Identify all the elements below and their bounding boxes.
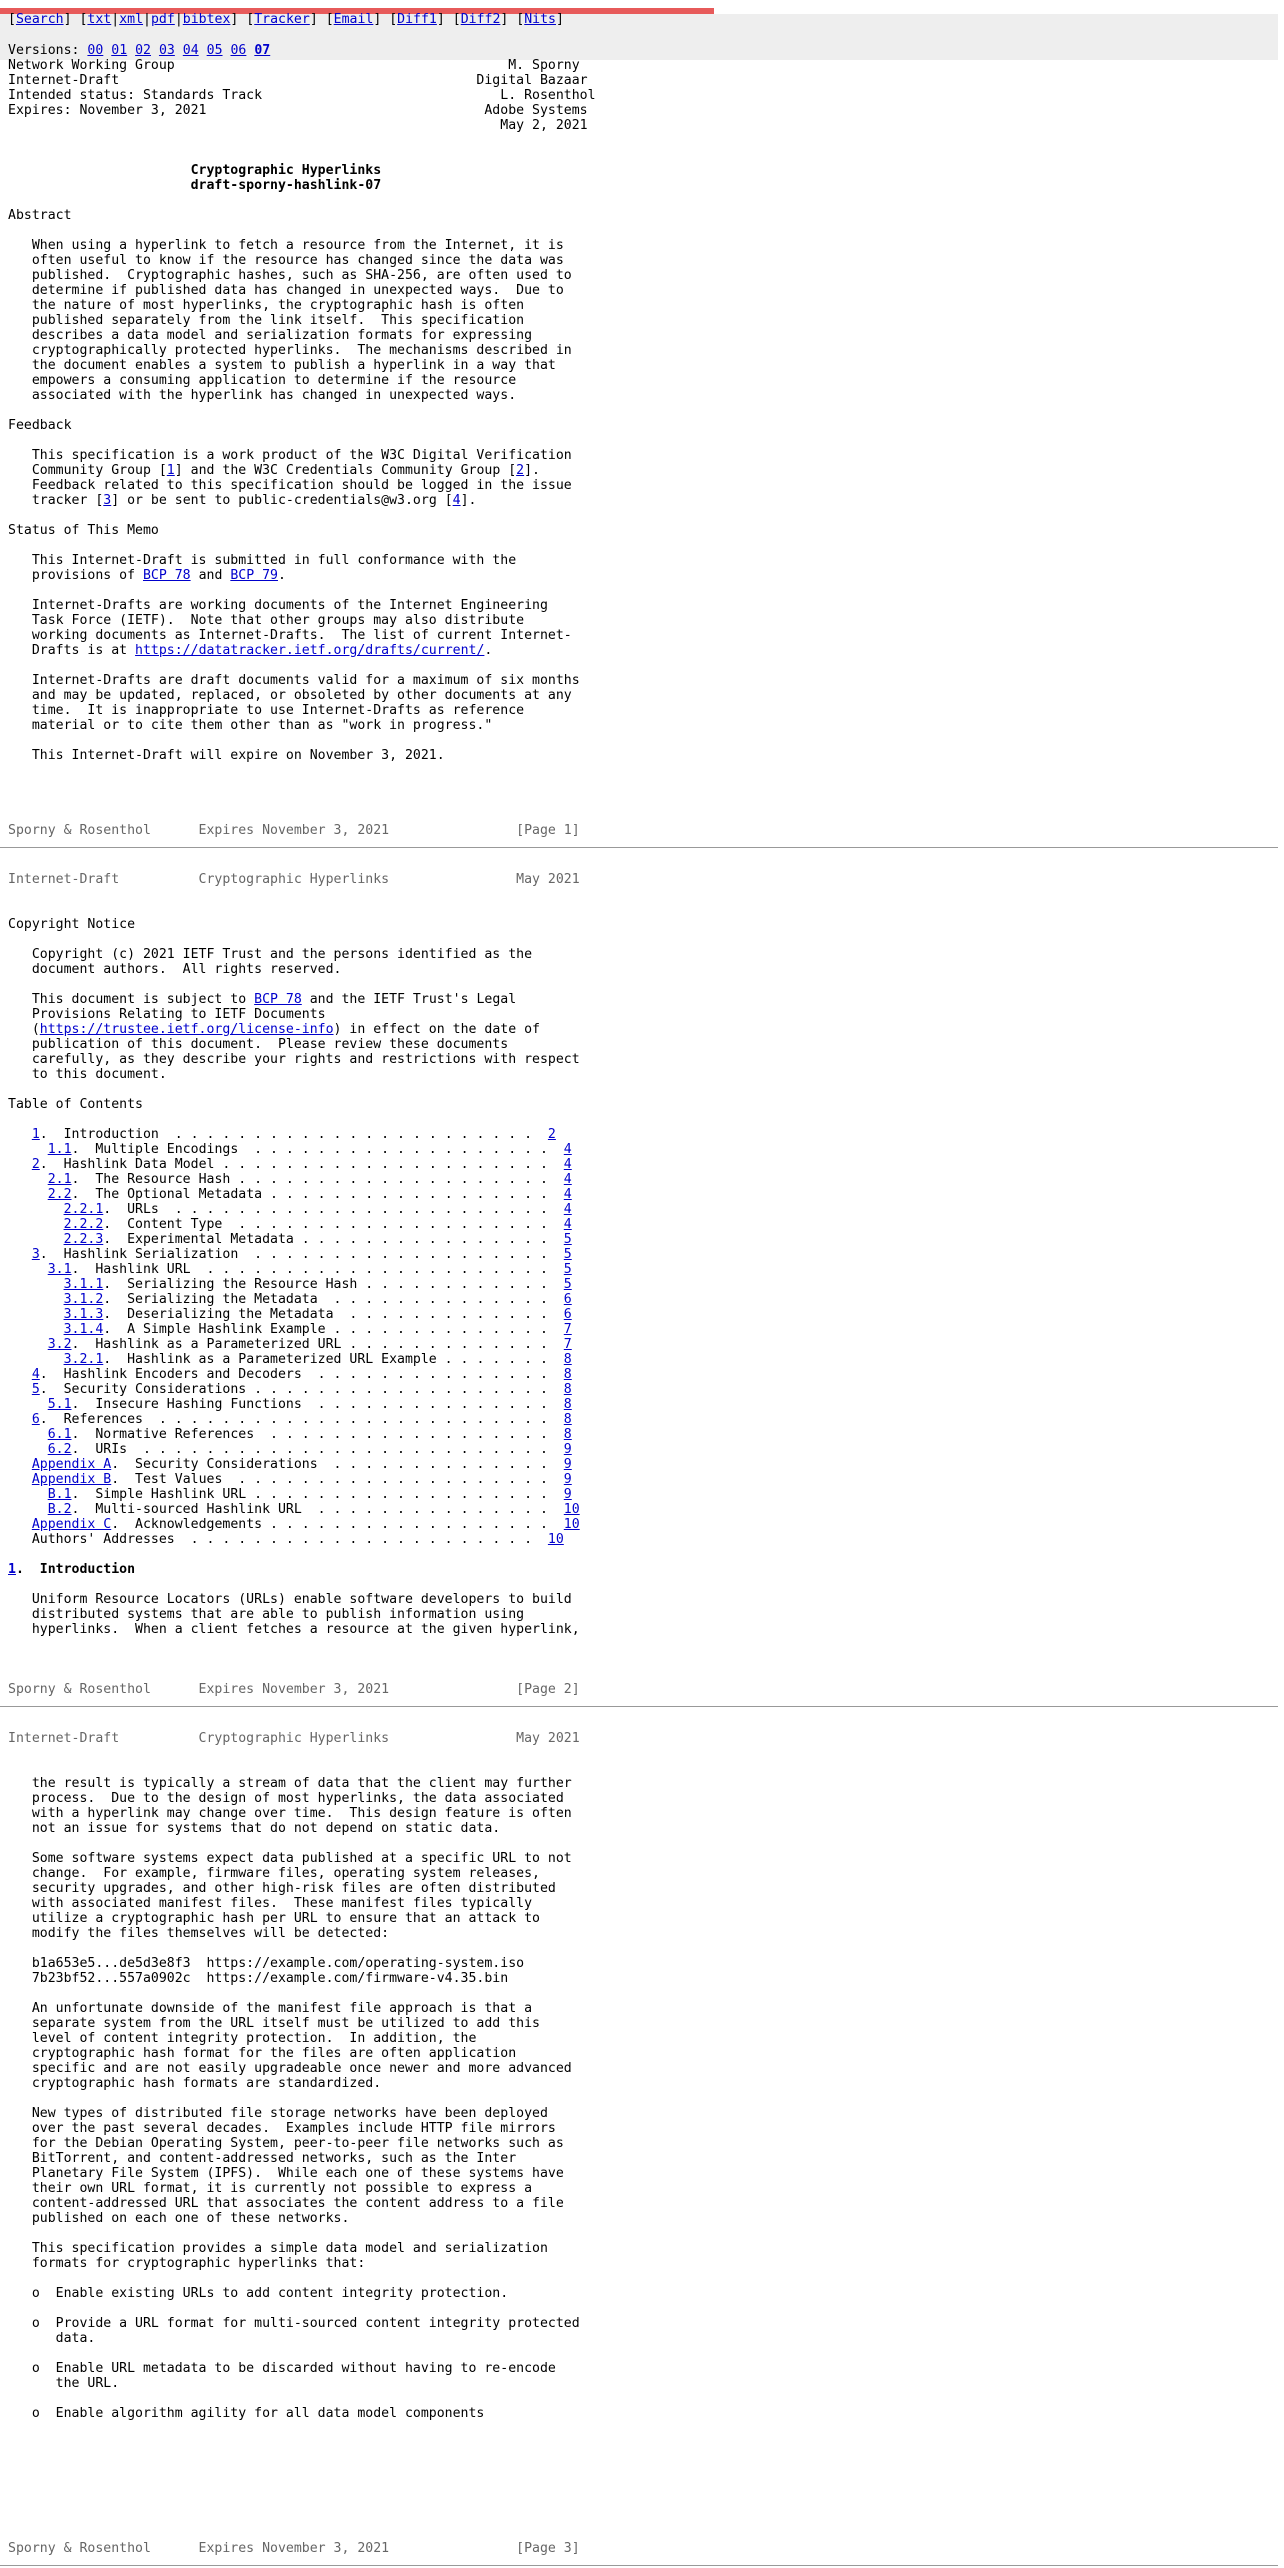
toc-section-link[interactable]: 4 <box>31 1367 40 1382</box>
copyright-line: to this document. <box>8 1067 167 1082</box>
bcp78-link[interactable]: BCP 78 <box>254 992 302 1007</box>
ref-1-link[interactable]: 1 <box>166 463 175 478</box>
toc-section-link[interactable]: 2.2.3 <box>63 1232 104 1247</box>
intro-line: security upgrades, and other high-risk files are often distributed <box>8 1881 556 1896</box>
status-line: material or to cite them other than as "work in progress." <box>8 718 493 733</box>
toc-entry: 5.1. Insecure Hashing Functions . . . . . . . . . . . . . . . 8 <box>47 1397 572 1412</box>
txt-link[interactable]: txt <box>87 12 112 27</box>
intro-line: the URL. <box>8 2376 120 2391</box>
toc-section-link[interactable]: 6 <box>31 1412 40 1427</box>
ref-3-link[interactable]: 3 <box>103 493 112 508</box>
copyright-line: (https://trustee.ietf.org/license-info) in effect on the date of <box>8 1022 540 1037</box>
page-divider <box>0 847 1278 848</box>
intro-line: modify the files themselves will be detected: <box>8 1926 390 1941</box>
toc-section-link[interactable]: 2 <box>31 1157 40 1172</box>
search-link[interactable]: Search <box>15 12 64 27</box>
toc-entry: 3.2.1. Hashlink as a Parameterized URL Example . . . . . . . 8 <box>63 1352 572 1367</box>
nits-link[interactable]: Nits <box>524 12 556 27</box>
drafts-url-link[interactable]: https://datatracker.ietf.org/drafts/current/ <box>135 643 485 658</box>
intro-line: with associated manifest files. These manifest files typically <box>8 1896 533 1911</box>
versions-row: Versions: 00 01 02 03 04 05 06 07 <box>8 43 271 58</box>
toc-section-link[interactable]: 1 <box>31 1127 40 1142</box>
page-footer: Sporny & Rosenthol Expires November 3, 2021 [Page 2] <box>8 1682 580 1697</box>
doc-header-line: May 2, 2021 <box>8 118 588 133</box>
intro-line: with a hyperlink may change over time. This design feature is often <box>8 1806 572 1821</box>
feedback-line: This specification is a work product of the W3C Digital Verification <box>8 448 572 463</box>
intro-line: b1a653e5...de5d3e8f3 https://example.com/operating-system.iso <box>8 1956 525 1971</box>
intro-line: specific and are not easily upgradeable once newer and more advanced <box>8 2061 572 2076</box>
toc-section-link[interactable]: 3.1.1 <box>63 1277 104 1292</box>
feedback-line: Feedback related to this specification should be logged in the issue <box>8 478 572 493</box>
copyright-line: document authors. All rights reserved. <box>8 962 342 977</box>
toc-section-link[interactable]: 2.2 <box>47 1187 72 1202</box>
abstract-line: often useful to know if the resource has changed since the data was <box>8 253 564 268</box>
toc-page-link[interactable]: 8 <box>563 1427 572 1442</box>
toc-entry: 1.1. Multiple Encodings . . . . . . . . . . . . . . . . . . . 4 <box>47 1142 572 1157</box>
toc-section-link[interactable]: 1.1 <box>47 1142 72 1157</box>
abstract-line: published. Cryptographic hashes, such as SHA-256, are often used to <box>8 268 572 283</box>
toc-section-link[interactable]: 3.2 <box>47 1337 72 1352</box>
toc-entry: 6.2. URIs . . . . . . . . . . . . . . . . . . . . . . . . . . 9 <box>47 1442 572 1457</box>
toc-page-link[interactable]: 7 <box>563 1337 572 1352</box>
toc-page-link[interactable]: 8 <box>563 1367 572 1382</box>
toc-entry: 3.1.1. Serializing the Resource Hash . . . . . . . . . . . . 5 <box>63 1277 572 1292</box>
toc-page-link[interactable]: 7 <box>563 1322 572 1337</box>
intro-line: change. For example, firmware files, operating system releases, <box>8 1866 540 1881</box>
intro-line: hyperlinks. When a client fetches a resource at the given hyperlink, <box>8 1622 580 1637</box>
toc-entry: Appendix C. Acknowledgements . . . . . . . . . . . . . . . . . . 10 <box>31 1517 580 1532</box>
toc-page-link[interactable]: 5 <box>563 1232 572 1247</box>
intro-line: over the past several decades. Examples include HTTP file mirrors <box>8 2121 556 2136</box>
intro-line: separate system from the URL itself must be utilized to add this <box>8 2016 540 2031</box>
version-02-link[interactable]: 02 <box>135 43 151 58</box>
intro-line: published on each one of these networks. <box>8 2211 350 2226</box>
intro-line: An unfortunate downside of the manifest file approach is that a <box>8 2001 533 2016</box>
toc-page-link[interactable]: 2 <box>547 1127 556 1142</box>
toc-section-link[interactable]: 3 <box>31 1247 40 1262</box>
toc-section-link[interactable]: 3.1.4 <box>63 1322 104 1337</box>
intro-line: cryptographic hash format for the files are often application <box>8 2046 517 2061</box>
toc-entry: Appendix B. Test Values . . . . . . . . . . . . . . . . . . . . 9 <box>31 1472 572 1487</box>
toc-page-link[interactable]: 10 <box>563 1502 580 1517</box>
copyright-line: Provisions Relating to IETF Documents <box>8 1007 326 1022</box>
running-header: Internet-Draft Cryptographic Hyperlinks May 2021 <box>8 872 580 887</box>
intro-line: Some software systems expect data published at a specific URL to not <box>8 1851 572 1866</box>
toc-page-link[interactable]: 5 <box>563 1247 572 1262</box>
intro-line: o Provide a URL format for multi-sourced content integrity protected <box>8 2316 580 2331</box>
toc-entry: 2.2. The Optional Metadata . . . . . . . . . . . . . . . . . . 4 <box>47 1187 572 1202</box>
toc-section-link[interactable]: 2.2.2 <box>63 1217 104 1232</box>
intro-line: Uniform Resource Locators (URLs) enable software developers to build <box>8 1592 572 1607</box>
abstract-line: When using a hyperlink to fetch a resource from the Internet, it is <box>8 238 564 253</box>
toc-page-link[interactable]: 4 <box>563 1172 572 1187</box>
bibtex-link[interactable]: bibtex <box>182 12 231 27</box>
ref-4-link[interactable]: 4 <box>452 493 461 508</box>
doc-name: draft-sporny-hashlink-07 <box>8 178 382 193</box>
abstract-line: associated with the hyperlink has changed in unexpected ways. <box>8 388 517 403</box>
status-line: Drafts is at https://datatracker.ietf.org/drafts/current/. <box>8 643 493 658</box>
toc-section-link[interactable]: 2.2.1 <box>63 1202 104 1217</box>
toc-entry: 3.1.3. Deserializing the Metadata . . . . . . . . . . . . . 6 <box>63 1307 572 1322</box>
abstract-line: the document enables a system to publish a hyperlink in a way that <box>8 358 556 373</box>
intro-line: content-addressed URL that associates the content address to a file <box>8 2196 564 2211</box>
doc-header-line: Internet-Draft Digital Bazaar <box>8 73 588 88</box>
toc-entry: 3.2. Hashlink as a Parameterized URL . . . . . . . . . . . . . 7 <box>47 1337 572 1352</box>
abstract-line: cryptographically protected hyperlinks. The mechanisms described in <box>8 343 572 358</box>
toc-entry: 6.1. Normative References . . . . . . . . . . . . . . . . . . 8 <box>47 1427 572 1442</box>
toc-entry: Authors' Addresses . . . . . . . . . . . . . . . . . . . . . . 10 <box>31 1532 564 1547</box>
toc-page-link[interactable]: 10 <box>563 1517 580 1532</box>
section-heading: Feedback <box>8 418 72 433</box>
toc-page-link[interactable]: 9 <box>563 1457 572 1472</box>
version-05-link[interactable]: 05 <box>206 43 223 58</box>
toc-entry: 2.2.3. Experimental Metadata . . . . . . . . . . . . . . . . 5 <box>63 1232 572 1247</box>
status-line: provisions of BCP 78 and BCP 79. <box>8 568 286 583</box>
toc-page-link[interactable]: 9 <box>563 1487 572 1502</box>
intro-line: cryptographic hash formats are standardized. <box>8 2076 382 2091</box>
version-00-link[interactable]: 00 <box>87 43 104 58</box>
intro-line: o Enable URL metadata to be discarded without having to re-encode <box>8 2361 556 2376</box>
toc-page-link[interactable]: 9 <box>563 1472 572 1487</box>
page-footer: Sporny & Rosenthol Expires November 3, 2021 [Page 1] <box>8 823 580 838</box>
toc-page-link[interactable]: 6 <box>563 1307 572 1322</box>
toc-section-link[interactable]: 3.2.1 <box>63 1352 104 1367</box>
toc-entry: B.2. Multi-sourced Hashlink URL . . . . . . . . . . . . . . . 10 <box>47 1502 580 1517</box>
doc-header-line: Expires: November 3, 2021 Adobe Systems <box>8 103 588 118</box>
pdf-link[interactable]: pdf <box>150 12 175 27</box>
nav-links: [Search] [txt|xml|pdf|bibtex] [Tracker] [Email] [Diff1] [Diff2] [Nits] <box>8 12 564 27</box>
toc-section-link[interactable]: Appendix C <box>31 1517 112 1532</box>
toc-entry: 3.1.2. Serializing the Metadata . . . . . . . . . . . . . . 6 <box>63 1292 572 1307</box>
intro-line: formats for cryptographic hyperlinks that: <box>8 2256 366 2271</box>
doc-header-line: Network Working Group M. Sporny <box>8 58 580 73</box>
intro-line: the result is typically a stream of data that the client may further <box>8 1776 572 1791</box>
version-01-link[interactable]: 01 <box>111 43 128 58</box>
toc-section-link[interactable]: 3.1.2 <box>63 1292 104 1307</box>
version-04-link[interactable]: 04 <box>182 43 199 58</box>
toc-entry: 3.1. Hashlink URL . . . . . . . . . . . . . . . . . . . . . . 5 <box>47 1262 572 1277</box>
intro-line: process. Due to the design of most hyperlinks, the data associated <box>8 1791 564 1806</box>
page-divider <box>0 1706 1278 1707</box>
tracker-link[interactable]: Tracker <box>254 12 310 27</box>
toc-section-link[interactable]: B.2 <box>47 1502 72 1517</box>
toc-entry: B.1. Simple Hashlink URL . . . . . . . . . . . . . . . . . . . 9 <box>47 1487 572 1502</box>
abstract-line: the nature of most hyperlinks, the cryptographic hash is often <box>8 298 525 313</box>
toc-page-link[interactable]: 9 <box>563 1442 572 1457</box>
toc-page-link[interactable]: 4 <box>563 1187 572 1202</box>
abstract-line: empowers a consuming application to determine if the resource <box>8 373 517 388</box>
intro-line: BitTorrent, and content-addressed networks, such as the Inter <box>8 2151 517 2166</box>
toc-entry: 3. Hashlink Serialization . . . . . . . . . . . . . . . . . . . 5 <box>31 1247 572 1262</box>
status-line: working documents as Internet-Drafts. The list of current Internet- <box>8 628 572 643</box>
intro-line: o Enable existing URLs to add content integrity protection. <box>8 2286 509 2301</box>
version-07-link[interactable]: 07 <box>254 43 271 58</box>
diff2-link[interactable]: Diff2 <box>460 12 501 27</box>
toc-page-link[interactable]: 4 <box>563 1202 572 1217</box>
section-1-link[interactable]: 1 <box>8 1562 16 1577</box>
copyright-line: publication of this document. Please review these documents <box>8 1037 509 1052</box>
status-line: Task Force (IETF). Note that other groups may also distribute <box>8 613 525 628</box>
ref-2-link[interactable]: 2 <box>516 463 525 478</box>
bcp79-link[interactable]: BCP 79 <box>230 568 278 583</box>
intro-line: not an issue for systems that do not depend on static data. <box>8 1821 501 1836</box>
toc-page-link[interactable]: 10 <box>547 1532 564 1547</box>
xml-link[interactable]: xml <box>119 12 144 27</box>
abstract-line: determine if published data has changed in unexpected ways. Due to <box>8 283 564 298</box>
bcp78-link[interactable]: BCP 78 <box>142 568 191 583</box>
intro-heading: 1. Introduction <box>8 1562 136 1577</box>
toc-page-link[interactable]: 4 <box>563 1142 572 1157</box>
toc-page-link[interactable]: 5 <box>563 1262 572 1277</box>
toc-section-link[interactable]: 3.1 <box>47 1262 72 1277</box>
intro-line: Planetary File System (IPFS). While each one of these systems have <box>8 2166 564 2181</box>
status-line: time. It is inappropriate to use Internet-Drafts as reference <box>8 703 525 718</box>
toc-section-link[interactable]: 6.1 <box>47 1427 72 1442</box>
page-divider <box>0 2565 1278 2566</box>
toc-entry: Appendix A. Security Considerations . . . . . . . . . . . . . . 9 <box>31 1457 572 1472</box>
toc-entry: 2.2.2. Content Type . . . . . . . . . . . . . . . . . . . . 4 <box>63 1217 572 1232</box>
version-03-link[interactable]: 03 <box>158 43 175 58</box>
intro-line: their own URL format, it is currently not possible to express a <box>8 2181 533 2196</box>
feedback-line: tracker [3] or be sent to public-credentials@w3.org [4]. <box>8 493 477 508</box>
toc-section-link[interactable]: B.1 <box>47 1487 72 1502</box>
toc-entry: 5. Security Considerations . . . . . . . . . . . . . . . . . . . 8 <box>31 1382 572 1397</box>
running-header: Internet-Draft Cryptographic Hyperlinks May 2021 <box>8 1731 580 1746</box>
version-06-link[interactable]: 06 <box>230 43 247 58</box>
toc-entry: 4. Hashlink Encoders and Decoders . . . . . . . . . . . . . . . 8 <box>31 1367 572 1382</box>
copyright-line: This document is subject to BCP 78 and the IETF Trust's Legal <box>8 992 517 1007</box>
status-line: Internet-Drafts are draft documents valid for a maximum of six months <box>8 673 580 688</box>
intro-line: level of content integrity protection. In addition, the <box>8 2031 477 2046</box>
toc-page-link[interactable]: 8 <box>563 1412 572 1427</box>
copyright-line: carefully, as they describe your rights and restrictions with respect <box>8 1052 580 1067</box>
toc-page-link[interactable]: 8 <box>563 1352 572 1367</box>
license-info-link[interactable]: https://trustee.ietf.org/license-info <box>39 1022 334 1037</box>
toc-page-link[interactable]: 8 <box>563 1382 572 1397</box>
diff1-link[interactable]: Diff1 <box>397 12 437 27</box>
intro-line: for the Debian Operating System, peer-to-peer file networks such as <box>8 2136 564 2151</box>
toc-entry: 1. Introduction . . . . . . . . . . . . . . . . . . . . . . . 2 <box>31 1127 556 1142</box>
section-heading: Table of Contents <box>8 1097 143 1112</box>
status-line: Internet-Drafts are working documents of the Internet Engineering <box>8 598 548 613</box>
toc-entry: 3.1.4. A Simple Hashlink Example . . . . . . . . . . . . . . 7 <box>63 1322 572 1337</box>
toc-entry: 2.1. The Resource Hash . . . . . . . . . . . . . . . . . . . . 4 <box>47 1172 572 1187</box>
feedback-line: Community Group [1] and the W3C Credentials Community Group [2]. <box>8 463 540 478</box>
intro-line: 7b23bf52...557a0902c https://example.com/firmware-v4.35.bin <box>8 1971 509 1986</box>
toc-section-link[interactable]: 2.1 <box>47 1172 72 1187</box>
intro-line: This specification provides a simple data model and serialization <box>8 2241 548 2256</box>
email-link[interactable]: Email <box>333 12 374 27</box>
doc-header-line: Intended status: Standards Track L. Rosenthol <box>8 88 596 103</box>
section-heading: Status of This Memo <box>8 523 159 538</box>
page-footer: Sporny & Rosenthol Expires November 3, 2021 [Page 3] <box>8 2541 580 2556</box>
toc-page-link[interactable]: 6 <box>563 1292 572 1307</box>
toc-section-link[interactable]: 3.1.3 <box>63 1307 104 1322</box>
abstract-line: describes a data model and serialization formats for expressing <box>8 328 533 343</box>
toc-section-link[interactable]: 5 <box>31 1382 40 1397</box>
toc-page-link[interactable]: 5 <box>563 1277 572 1292</box>
abstract-line: published separately from the link itself. This specification <box>8 313 525 328</box>
toc-entry: 2.2.1. URLs . . . . . . . . . . . . . . . . . . . . . . . . 4 <box>63 1202 572 1217</box>
toc-section-link[interactable]: 5.1 <box>47 1397 72 1412</box>
intro-line: distributed systems that are able to publish information using <box>8 1607 525 1622</box>
intro-line: New types of distributed file storage networks have been deployed <box>8 2106 548 2121</box>
status-line: This Internet-Draft is submitted in full conformance with the <box>8 553 517 568</box>
toc-section-link[interactable]: Appendix B <box>31 1472 112 1487</box>
intro-line: o Enable algorithm agility for all data model components <box>8 2406 485 2421</box>
toc-page-link[interactable]: 8 <box>563 1397 572 1412</box>
status-line: This Internet-Draft will expire on November 3, 2021. <box>8 748 445 763</box>
status-line: and may be updated, replaced, or obsoleted by other documents at any <box>8 688 572 703</box>
section-heading: Abstract <box>8 208 72 223</box>
toc-page-link[interactable]: 4 <box>563 1157 572 1172</box>
intro-line: data. <box>8 2331 96 2346</box>
toc-entry: 2. Hashlink Data Model . . . . . . . . . . . . . . . . . . . . . 4 <box>31 1157 572 1172</box>
toc-page-link[interactable]: 4 <box>563 1217 572 1232</box>
copyright-line: Copyright (c) 2021 IETF Trust and the persons identified as the <box>8 947 533 962</box>
doc-title: Cryptographic Hyperlinks <box>8 163 382 178</box>
toc-entry: 6. References . . . . . . . . . . . . . . . . . . . . . . . . . 8 <box>31 1412 572 1427</box>
toc-section-link[interactable]: 6.2 <box>47 1442 72 1457</box>
section-heading: Copyright Notice <box>8 917 136 932</box>
toc-section-link[interactable]: Appendix A <box>31 1457 112 1472</box>
intro-line: utilize a cryptographic hash per URL to ensure that an attack to <box>8 1911 540 1926</box>
